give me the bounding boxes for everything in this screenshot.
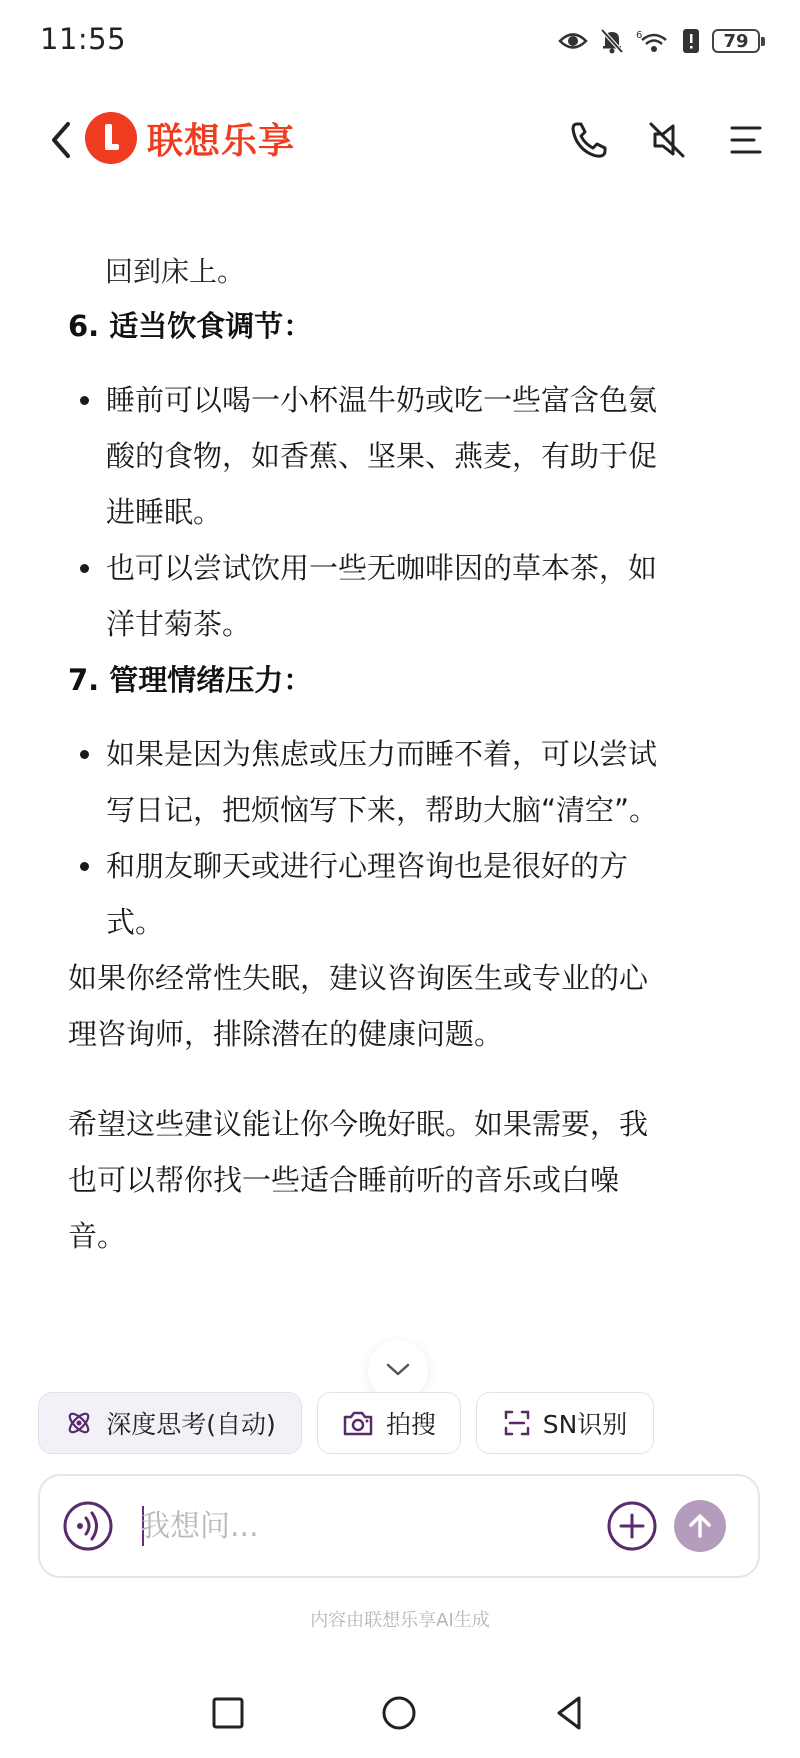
- line-text: 和朋友聊天或进行心理咨询也是很好的方: [106, 849, 629, 883]
- closing-paragraph: [68, 1096, 728, 1264]
- line-text: 洋甘菊茶。: [106, 607, 252, 641]
- line-text: 理咨询师，排除潜在的健康问题。: [68, 1017, 504, 1051]
- app-header: [0, 100, 800, 180]
- line-text: 也可以帮你找一些适合睡前听的音乐或白噪: [68, 1163, 620, 1197]
- scroll-to-bottom-button[interactable]: [368, 1340, 428, 1400]
- nav-back-icon[interactable]: [545, 1688, 595, 1738]
- recent-apps-icon[interactable]: [203, 1688, 253, 1738]
- voice-input-icon[interactable]: [62, 1500, 114, 1552]
- status-bar: [0, 0, 800, 80]
- chat-input-box: [38, 1474, 760, 1578]
- section-title-diet: 6. 适当饮食调节：: [68, 309, 313, 343]
- arrow-up-icon: [687, 1512, 713, 1540]
- bell-off-icon: [600, 28, 624, 54]
- logo-badge-icon: [85, 112, 137, 164]
- app-name: 联想乐享: [147, 120, 296, 162]
- line-text: 如果是因为焦虑或压力而睡不着，可以尝试: [106, 737, 658, 771]
- advice-paragraph: [68, 950, 728, 1062]
- list-item: [68, 540, 728, 652]
- wifi-6-icon: [636, 28, 670, 54]
- clipped-text-line: 回到床上。: [105, 255, 246, 284]
- svg-text:6: 6: [636, 30, 643, 41]
- menu-icon[interactable]: [722, 116, 770, 164]
- add-attachment-icon[interactable]: [606, 1500, 658, 1552]
- status-time: 11:55: [40, 22, 127, 56]
- photo-search-button[interactable]: [317, 1392, 461, 1454]
- deep-think-label: 深度思考(自动): [106, 1410, 276, 1439]
- app-logo: [85, 112, 295, 164]
- list-item: [68, 372, 728, 540]
- eye-icon: [558, 30, 588, 52]
- photo-search-label: 拍搜: [385, 1410, 436, 1439]
- phone-call-icon[interactable]: [565, 116, 613, 164]
- diet-bullet-list: [68, 372, 728, 652]
- chat-input[interactable]: [140, 1502, 620, 1550]
- camera-icon: [342, 1409, 374, 1437]
- home-icon[interactable]: [374, 1688, 424, 1738]
- sn-recognize-label: SN识别: [542, 1410, 628, 1439]
- line-text: 也可以尝试饮用一些无咖啡因的草本茶，如: [106, 551, 658, 585]
- ai-disclaimer: 内容由联想乐享AI生成: [310, 1610, 490, 1631]
- speaker-mute-icon[interactable]: [643, 116, 691, 164]
- status-icons: [558, 24, 760, 58]
- line-text: 进睡眠。: [106, 495, 223, 529]
- send-button[interactable]: [674, 1500, 726, 1552]
- emotion-bullet-list: [68, 726, 728, 950]
- line-text: 睡前可以喝一小杯温牛奶或吃一些富含色氨: [106, 383, 658, 417]
- line-text: 酸的食物，如香蕉、坚果、燕麦，有助于促: [106, 439, 658, 473]
- chevron-down-icon: [385, 1362, 411, 1378]
- scan-icon: [503, 1409, 531, 1437]
- sn-recognize-button[interactable]: [476, 1392, 654, 1454]
- line-text: 希望这些建议能让你今晚好眠。如果需要，我: [68, 1107, 649, 1141]
- deep-think-button[interactable]: [38, 1392, 302, 1454]
- back-arrow-icon[interactable]: [44, 118, 80, 162]
- system-nav-bar: [0, 1680, 800, 1758]
- list-item: [68, 726, 728, 838]
- line-text: 如果你经常性失眠，建议咨询医生或专业的心: [68, 961, 649, 995]
- section-title-emotion: 7. 管理情绪压力：: [68, 663, 313, 697]
- line-text: 写日记，把烦恼写下来，帮助大脑“清空”。: [106, 793, 659, 827]
- battery-indicator: 79: [712, 29, 760, 53]
- sim-alert-icon: [682, 28, 700, 54]
- line-text: 式。: [106, 905, 165, 939]
- list-item: [68, 838, 728, 950]
- atom-icon: [64, 1408, 94, 1438]
- line-text: 音。: [68, 1219, 127, 1253]
